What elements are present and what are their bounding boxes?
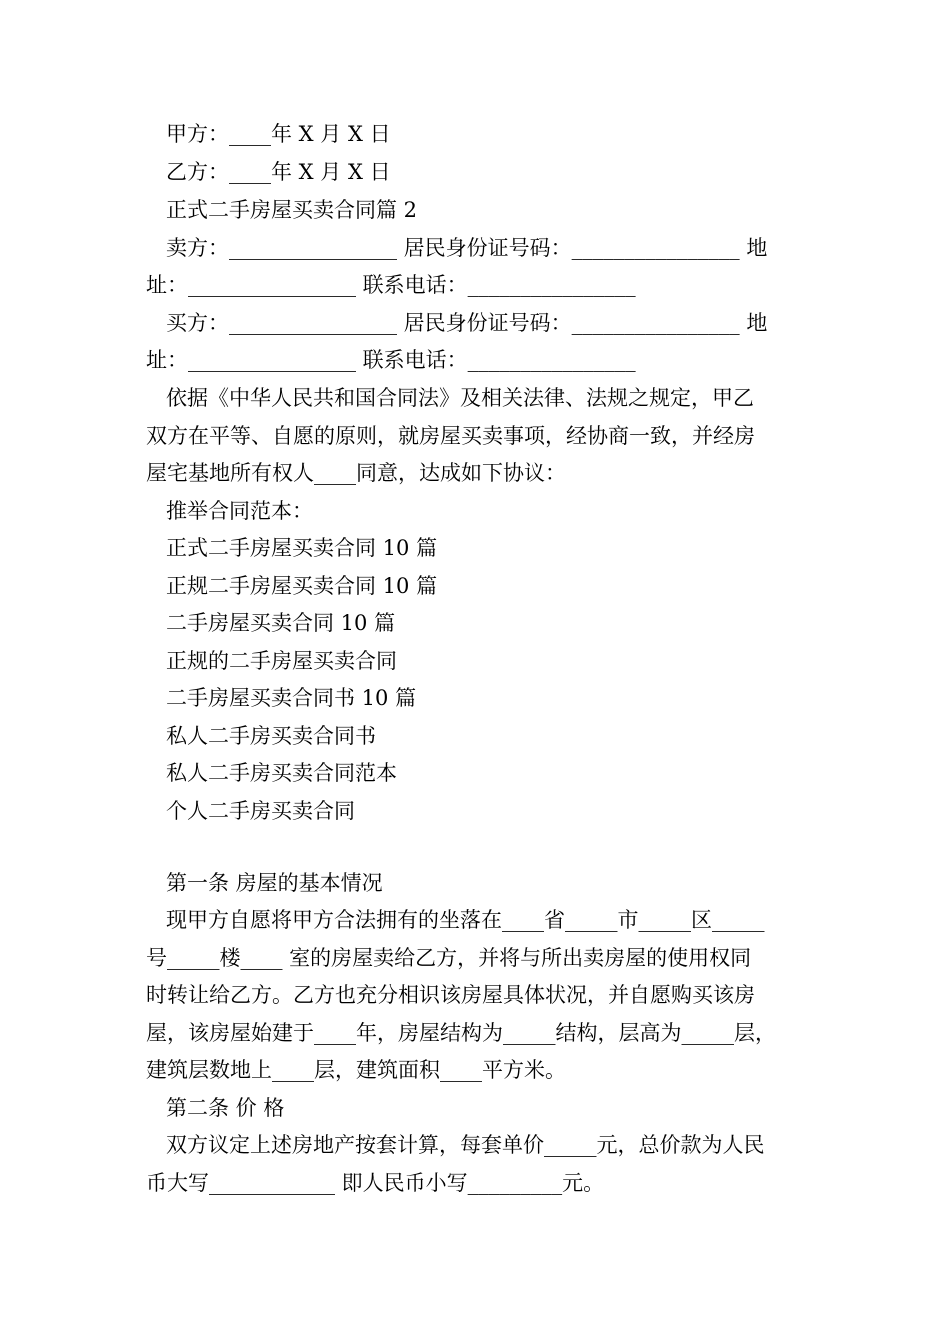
recommended-item: 个人二手房买卖合同 xyxy=(166,799,355,823)
article-1-line-4: 屋，该房屋始建于____年，房屋结构为_____结构，层高为_____层， xyxy=(146,1021,776,1045)
party-b-date-line: 乙方：____年 X 月 X 日 xyxy=(166,160,391,184)
article-1-heading: 第一条 房屋的基本情况 xyxy=(166,871,383,895)
buyer-address-line: 址：________________ 联系电话：________________ xyxy=(146,348,636,372)
recommended-item: 正规二手房屋买卖合同 10 篇 xyxy=(166,574,438,598)
article-2-line-2: 币大写____________ 即人民币小写_________元。 xyxy=(146,1171,605,1195)
seller-address-line: 址：________________ 联系电话：________________ xyxy=(146,273,636,297)
article-2-line-1: 双方议定上述房地产按套计算，每套单价_____元，总价款为人民 xyxy=(166,1133,765,1157)
article-1-line-2: 号_____楼____ 室的房屋卖给乙方，并将与所出卖房屋的使用权同 xyxy=(146,946,752,970)
recommended-item: 二手房屋买卖合同 10 篇 xyxy=(166,611,396,635)
article-1-line-3: 时转让给乙方。乙方也充分相识该房屋具体状况，并自愿购买该房 xyxy=(146,983,755,1007)
recommended-item: 私人二手房买卖合同范本 xyxy=(166,761,397,785)
party-a-date-line: 甲方：____年 X 月 X 日 xyxy=(166,122,391,146)
article-2-heading: 第二条 价 格 xyxy=(166,1096,285,1120)
preamble-line-3: 屋宅基地所有权人____同意，达成如下协议： xyxy=(146,461,566,485)
buyer-line: 买方：________________ 居民身份证号码：________________ 地 xyxy=(166,311,768,335)
article-1-line-1: 现甲方自愿将甲方合法拥有的坐落在____省_____市_____区_____ xyxy=(166,908,765,932)
recommended-item: 私人二手房买卖合同书 xyxy=(166,724,376,748)
seller-line: 卖方：________________ 居民身份证号码：________________ 地 xyxy=(166,236,768,260)
preamble-line-1: 依据《中华人民共和国合同法》及相关法律、法规之规定，甲乙 xyxy=(166,386,754,410)
contract-title-2: 正式二手房屋买卖合同篇 2 xyxy=(166,198,418,222)
recommended-item: 正式二手房屋买卖合同 10 篇 xyxy=(166,536,438,560)
recommended-item: 正规的二手房屋买卖合同 xyxy=(166,649,397,673)
recommended-heading: 推举合同范本： xyxy=(166,499,313,523)
recommended-item: 二手房屋买卖合同书 10 篇 xyxy=(166,686,417,710)
preamble-line-2: 双方在平等、自愿的原则，就房屋买卖事项，经协商一致，并经房 xyxy=(146,424,755,448)
article-1-line-5: 建筑层数地上____层，建筑面积____平方米。 xyxy=(146,1058,566,1082)
